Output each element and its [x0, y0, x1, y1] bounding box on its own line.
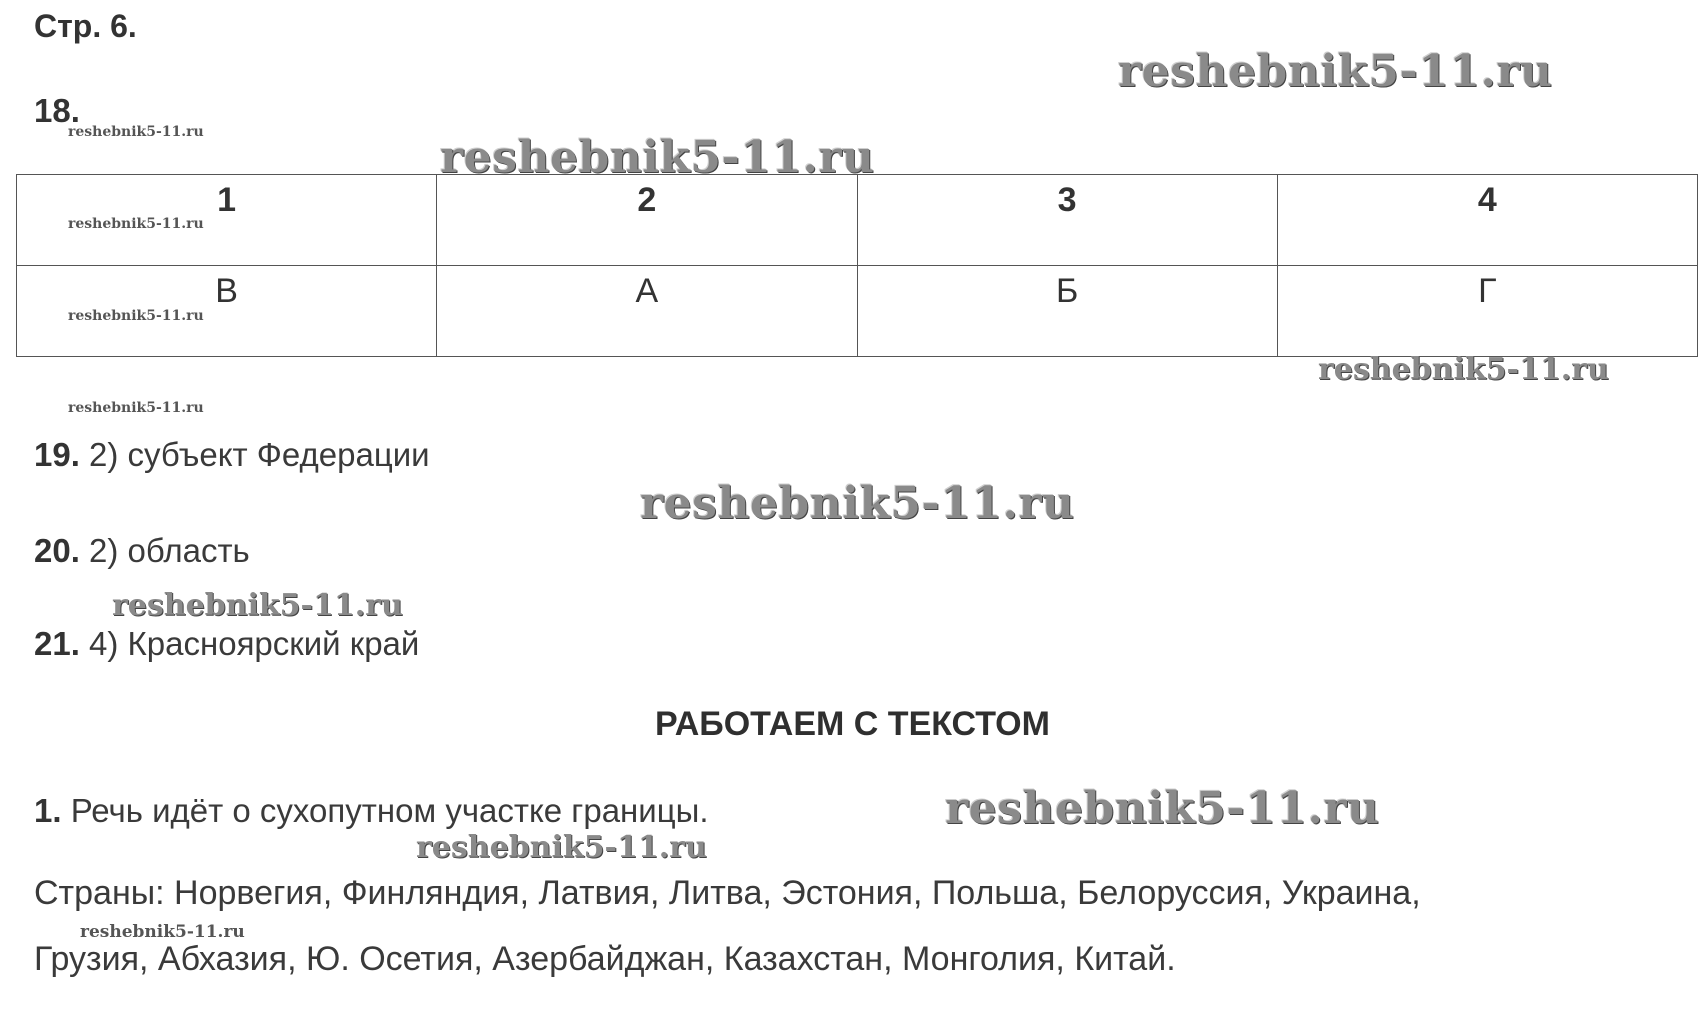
- task-number: 1.: [34, 792, 62, 829]
- table-answer-cell: Б: [857, 266, 1277, 357]
- task-answer: 2) субъект Федерации: [89, 436, 430, 473]
- watermark: reshebnik5-11.ru: [440, 132, 875, 183]
- watermark: reshebnik5-11.ru: [640, 478, 1075, 529]
- task-number: 19.: [34, 436, 80, 473]
- task-number: 20.: [34, 532, 80, 569]
- watermark: reshebnik5-11.ru: [68, 308, 204, 324]
- watermark: reshebnik5-11.ru: [68, 400, 204, 416]
- table-header-cell: 2: [437, 175, 857, 266]
- answer-table-answer-row: [17, 266, 1698, 357]
- task-20: [34, 532, 250, 570]
- task-answer: 4) Красноярский край: [89, 625, 420, 662]
- watermark: reshebnik5-11.ru: [68, 216, 204, 232]
- watermark: reshebnik5-11.ru: [80, 922, 245, 942]
- text-task-sentence: Речь идёт о сухопутном участке границы.: [70, 792, 709, 829]
- watermark: reshebnik5-11.ru: [112, 588, 403, 623]
- task-21: [34, 625, 419, 663]
- countries-line-1: Страны: Норвегия, Финляндия, Латвия, Литва, Эстония, Польша, Белоруссия, Украина,: [34, 874, 1421, 912]
- table-header-cell: 3: [857, 175, 1277, 266]
- countries-line-2: Грузия, Абхазия, Ю. Осетия, Азербайджан, Казахстан, Монголия, Китай.: [34, 940, 1176, 978]
- section-title: РАБОТАЕМ С ТЕКСТОМ: [655, 705, 1050, 743]
- task-18-number: 18.: [34, 92, 80, 129]
- page-label: Стр. 6.: [34, 8, 137, 44]
- watermark: reshebnik5-11.ru: [1318, 352, 1609, 387]
- answer-table: [16, 174, 1698, 357]
- watermark: reshebnik5-11.ru: [68, 124, 204, 140]
- task-19: [34, 436, 430, 474]
- table-answer-cell: Г: [1277, 266, 1697, 357]
- answer-table-header-row: [17, 175, 1698, 266]
- table-answer-cell: А: [437, 266, 857, 357]
- table-header-cell: 1: [17, 175, 437, 266]
- table-answer-cell: В: [17, 266, 437, 357]
- table-header-cell: 4: [1277, 175, 1697, 266]
- watermark: reshebnik5-11.ru: [1118, 46, 1553, 97]
- text-task-1: [34, 792, 709, 830]
- watermark: reshebnik5-11.ru: [416, 830, 707, 865]
- task-answer: 2) область: [89, 532, 250, 569]
- watermark: reshebnik5-11.ru: [945, 783, 1380, 834]
- task-number: 21.: [34, 625, 80, 662]
